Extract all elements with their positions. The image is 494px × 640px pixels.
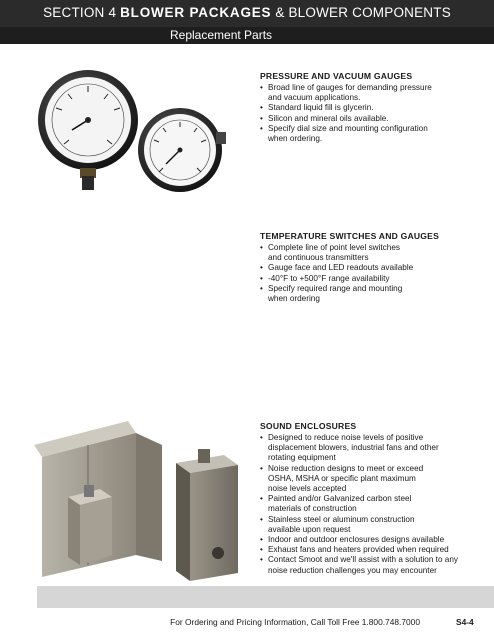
list-item: • Gauge face and LED readouts available bbox=[260, 263, 490, 273]
list-item: • Contact Smoot and we'll assist with a solution to any noise reduction challenges you may encounter bbox=[260, 555, 468, 575]
pressure-gauges-image bbox=[28, 68, 238, 198]
list-item: • Complete line of point level switches and continuous transmitters bbox=[260, 243, 408, 263]
bullet-list bbox=[260, 433, 490, 576]
list-item: • Silicon and mineral oils available. bbox=[260, 114, 490, 124]
page-header bbox=[0, 0, 494, 44]
section-title bbox=[0, 5, 494, 20]
list-item: • Stainless steel or aluminum construction available upon request bbox=[260, 515, 428, 535]
bullet-list bbox=[260, 243, 490, 304]
list-item: • Broad line of gauges for demanding pressure and vacuum applications. bbox=[260, 83, 446, 103]
subtitle: Replacement Parts bbox=[170, 28, 273, 42]
section-title-enclosures: SOUND ENCLOSURES bbox=[260, 421, 357, 431]
list-item: • Exhaust fans and heaters provided when required bbox=[260, 545, 490, 555]
list-item: • Standard liquid fill is glycerin. bbox=[260, 103, 490, 113]
section-prefix: SECTION 4 bbox=[43, 5, 121, 20]
list-item: • -40°F to +500°F range availability bbox=[260, 274, 490, 284]
section-suffix: & BLOWER COMPONENTS bbox=[271, 5, 451, 20]
list-item: • Specify required range and mounting when ordering bbox=[260, 284, 418, 304]
sound-enclosures-image bbox=[28, 405, 258, 585]
header-band bbox=[0, 0, 494, 27]
list-item: • Noise reduction designs to meet or exceed OSHA, MSHA or specific plant maximum noise levels accepted bbox=[260, 464, 436, 495]
footer-text: For Ordering and Pricing Information, Call Toll Free 1.800.748.7000 bbox=[170, 617, 420, 627]
list-item: • Designed to reduce noise levels of positive displacement blowers, industrial fans and other rotating equipment bbox=[260, 433, 444, 464]
subtitle-band bbox=[0, 27, 494, 44]
list-item: • Indoor and outdoor enclosures designs available bbox=[260, 535, 490, 545]
section-temperature bbox=[260, 231, 490, 304]
section-title-temperature: TEMPERATURE SWITCHES AND GAUGES bbox=[260, 231, 440, 241]
page-number: S4-4 bbox=[456, 617, 474, 627]
bullet-list bbox=[260, 83, 490, 144]
list-item: • Specify dial size and mounting configuration when ordering. bbox=[260, 124, 438, 144]
section-sound-enclosures bbox=[260, 421, 490, 576]
section-title-pressure: PRESSURE AND VACUUM GAUGES bbox=[260, 71, 413, 81]
list-item: • Painted and/or Galvanized carbon steel materials of construction bbox=[260, 494, 420, 514]
section-pressure-gauges bbox=[260, 71, 490, 144]
section-bold: BLOWER PACKAGES bbox=[120, 5, 272, 20]
bottom-band bbox=[37, 586, 494, 608]
